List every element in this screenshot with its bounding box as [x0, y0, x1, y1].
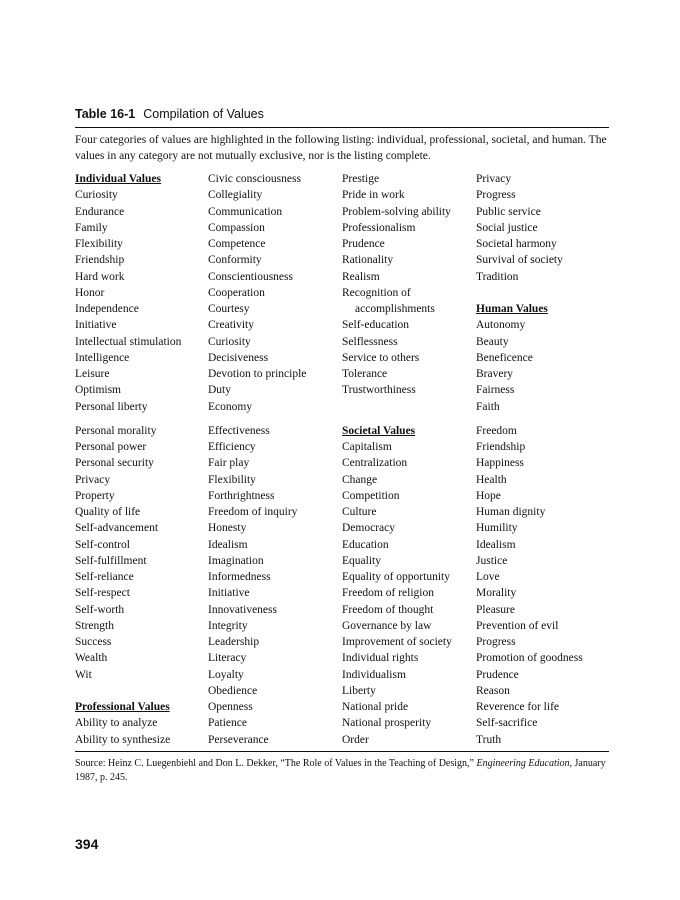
- value-item: Rationality: [342, 254, 394, 267]
- value-item: Curiosity: [208, 335, 251, 348]
- value-item: Freedom of thought: [342, 603, 434, 616]
- section-gap: [342, 415, 452, 423]
- value-item: Trustworthiness: [342, 384, 416, 397]
- values-column-1: [75, 171, 181, 748]
- value-item: National prosperity: [342, 717, 432, 730]
- value-item: Conformity: [208, 254, 262, 267]
- value-item: Realism: [342, 270, 380, 283]
- blank-line: [476, 285, 583, 301]
- values-column-2: [208, 171, 306, 748]
- value-item: Service to others: [342, 351, 420, 364]
- value-item: Imagination: [208, 554, 264, 567]
- table-title: [75, 107, 264, 121]
- value-item: Compassion: [208, 221, 265, 234]
- value-item: Prudence: [342, 238, 385, 250]
- value-item: Duty: [208, 384, 231, 397]
- value-item: Bravery: [476, 368, 514, 380]
- value-item: Health: [476, 473, 507, 486]
- values-column-4: [476, 171, 583, 748]
- category-heading: Professional Values: [75, 701, 170, 713]
- value-item: Pride in work: [342, 189, 405, 202]
- value-item: Morality: [476, 587, 517, 600]
- value-item: Democracy: [342, 522, 395, 535]
- value-item: Progress: [476, 636, 516, 648]
- value-item: Beneficence: [476, 351, 533, 364]
- value-item: Recognition of: [342, 286, 411, 299]
- value-item: Self-control: [75, 538, 130, 551]
- blank-line: [342, 399, 452, 415]
- category-heading: Human Values: [476, 303, 548, 315]
- value-item: Intellectual stimulation: [75, 335, 182, 348]
- value-item: Loyalty: [208, 668, 244, 681]
- value-item: Problem-solving ability: [342, 205, 451, 218]
- value-item: Forthrightness: [208, 489, 275, 502]
- value-item: Hard work: [75, 270, 125, 283]
- value-item: Reason: [476, 684, 510, 697]
- value-item: Effectiveness: [208, 424, 270, 437]
- value-item: Efficiency: [208, 441, 256, 453]
- value-item: Improvement of society: [342, 636, 452, 648]
- value-item: Optimism: [75, 384, 122, 397]
- value-item: Hope: [476, 489, 501, 502]
- value-item: Prevention of evil: [476, 619, 559, 632]
- category-heading: Individual Values: [75, 173, 161, 185]
- value-item: Change: [342, 473, 378, 486]
- section-gap: [476, 415, 583, 423]
- value-item: Social justice: [476, 221, 538, 234]
- value-item: Public service: [476, 205, 541, 218]
- section-gap: [208, 415, 306, 423]
- value-item: Freedom of religion: [342, 587, 434, 600]
- blank-line: [75, 683, 181, 699]
- value-item: Privacy: [75, 473, 111, 486]
- value-item: Communication: [208, 205, 283, 218]
- value-item: Equality: [342, 554, 381, 567]
- value-item: Tradition: [476, 270, 519, 283]
- value-item: Conscientiousness: [208, 270, 293, 283]
- page-number: 394: [75, 836, 99, 852]
- value-item: Success: [75, 636, 112, 648]
- value-item: Equality of opportunity: [342, 571, 450, 583]
- value-item: Friendship: [75, 254, 125, 267]
- value-item: Societal harmony: [476, 238, 557, 250]
- value-item: Decisiveness: [208, 351, 269, 364]
- value-item: Ability to analyze: [75, 717, 158, 730]
- value-item: Wealth: [75, 652, 108, 665]
- value-item: Integrity: [208, 619, 248, 632]
- value-item: Prudence: [476, 668, 519, 681]
- category-heading: Societal Values: [342, 424, 416, 437]
- value-item: National pride: [342, 701, 409, 713]
- value-item: Autonomy: [476, 319, 526, 332]
- value-item: Economy: [208, 400, 253, 413]
- value-item: Collegiality: [208, 189, 263, 202]
- top-rule: [75, 127, 609, 128]
- value-item: Self-fulfillment: [75, 554, 147, 567]
- source-suffix: , January 1987, p. 245.: [75, 758, 606, 783]
- value-item: Curiosity: [75, 189, 118, 202]
- value-item: Justice: [476, 554, 508, 567]
- value-item: Intelligence: [75, 351, 130, 364]
- value-item: Innovativeness: [208, 603, 277, 616]
- value-item: Quality of life: [75, 506, 141, 518]
- value-item: Literacy: [208, 652, 247, 665]
- value-item: Idealism: [476, 538, 516, 551]
- value-item: Leisure: [75, 368, 110, 380]
- value-item: Human dignity: [476, 506, 546, 518]
- value-item: Self-sacrifice: [476, 717, 538, 730]
- value-item: Humility: [476, 522, 518, 535]
- value-item: Prestige: [342, 173, 380, 185]
- value-item: Self-worth: [75, 603, 125, 616]
- value-item: Reverence for life: [476, 701, 560, 713]
- value-item: Strength: [75, 619, 114, 632]
- value-item: Truth: [476, 733, 502, 746]
- source-prefix: Source: Heinz C. Luegenbiehl and Don L. Dekker, “The Role of Values in the Teaching of Design,”: [75, 758, 477, 769]
- value-item: Wit: [75, 668, 92, 681]
- value-item: Self-advancement: [75, 522, 159, 535]
- value-item: Beauty: [476, 335, 509, 348]
- value-item: Freedom: [476, 424, 517, 437]
- value-item: Liberty: [342, 684, 376, 697]
- value-item: Self-reliance: [75, 571, 134, 583]
- value-item: Leadership: [208, 636, 260, 648]
- table-caption: Compilation of Values: [143, 107, 264, 121]
- value-item: Faith: [476, 400, 500, 413]
- value-item: Honor: [75, 286, 105, 299]
- value-item: Flexibility: [208, 473, 256, 486]
- value-item: Progress: [476, 189, 516, 202]
- value-item: Education: [342, 538, 389, 551]
- value-item: Selflessness: [342, 335, 398, 348]
- value-item: Governance by law: [342, 619, 432, 632]
- value-item: Fairness: [476, 384, 515, 397]
- value-item: Centralization: [342, 457, 408, 470]
- value-item: Tolerance: [342, 368, 388, 380]
- value-item: Personal liberty: [75, 400, 148, 413]
- value-item: Self-respect: [75, 587, 130, 600]
- value-item: Creativity: [208, 319, 254, 332]
- value-item: Patience: [208, 717, 247, 730]
- value-item: Love: [476, 571, 500, 583]
- value-item: Flexibility: [75, 238, 123, 250]
- value-item: Friendship: [476, 441, 526, 453]
- value-item: Culture: [342, 506, 377, 518]
- value-item: Initiative: [75, 319, 117, 332]
- value-item: Perseverance: [208, 733, 269, 746]
- value-item: Ability to synthesize: [75, 733, 171, 746]
- source-note: [75, 757, 609, 785]
- value-item: Promotion of goodness: [476, 652, 583, 665]
- section-gap: [75, 415, 181, 423]
- value-item: Pleasure: [476, 603, 515, 616]
- value-item: Fair play: [208, 457, 250, 470]
- value-item: Professionalism: [342, 221, 416, 234]
- value-item: Honesty: [208, 522, 247, 535]
- value-item: Freedom of inquiry: [208, 506, 298, 518]
- value-item: Obedience: [208, 684, 258, 697]
- value-item-continued: accomplishments: [355, 303, 435, 315]
- value-item: Privacy: [476, 173, 512, 185]
- value-item: Order: [342, 733, 369, 746]
- value-item: Endurance: [75, 205, 125, 218]
- value-item: Cooperation: [208, 286, 265, 299]
- value-item: Openness: [208, 701, 253, 713]
- value-item: Idealism: [208, 538, 248, 551]
- value-item: Self-education: [342, 319, 410, 332]
- table-intro: Four categories of values are highlighted in the following listing: individual, professional, societal, and human. The values in any category are not mutually exclusive, nor is the listing complete.: [75, 134, 607, 162]
- value-item: Competence: [208, 238, 266, 250]
- value-item: Personal power: [75, 441, 147, 453]
- value-item: Devotion to principle: [208, 368, 307, 380]
- bottom-rule: [75, 751, 609, 752]
- value-item: Courtesy: [208, 303, 250, 315]
- table-number: Table 16-1: [75, 107, 136, 121]
- source-journal: Engineering Education: [476, 758, 570, 769]
- value-item: Initiative: [208, 587, 250, 600]
- value-item: Property: [75, 489, 115, 502]
- value-item: Survival of society: [476, 254, 563, 267]
- value-item: Capitalism: [342, 441, 392, 453]
- value-item: Competition: [342, 489, 400, 502]
- value-item: Personal morality: [75, 424, 157, 437]
- value-item: Independence: [75, 303, 139, 315]
- value-item: Informedness: [208, 571, 271, 583]
- value-item: Individual rights: [342, 652, 419, 665]
- value-item: Personal security: [75, 457, 154, 470]
- value-item: Civic consciousness: [208, 173, 301, 185]
- value-item: Happiness: [476, 457, 524, 470]
- values-column-3: [342, 171, 452, 748]
- value-item: Family: [75, 221, 108, 234]
- value-item: Individualism: [342, 668, 406, 681]
